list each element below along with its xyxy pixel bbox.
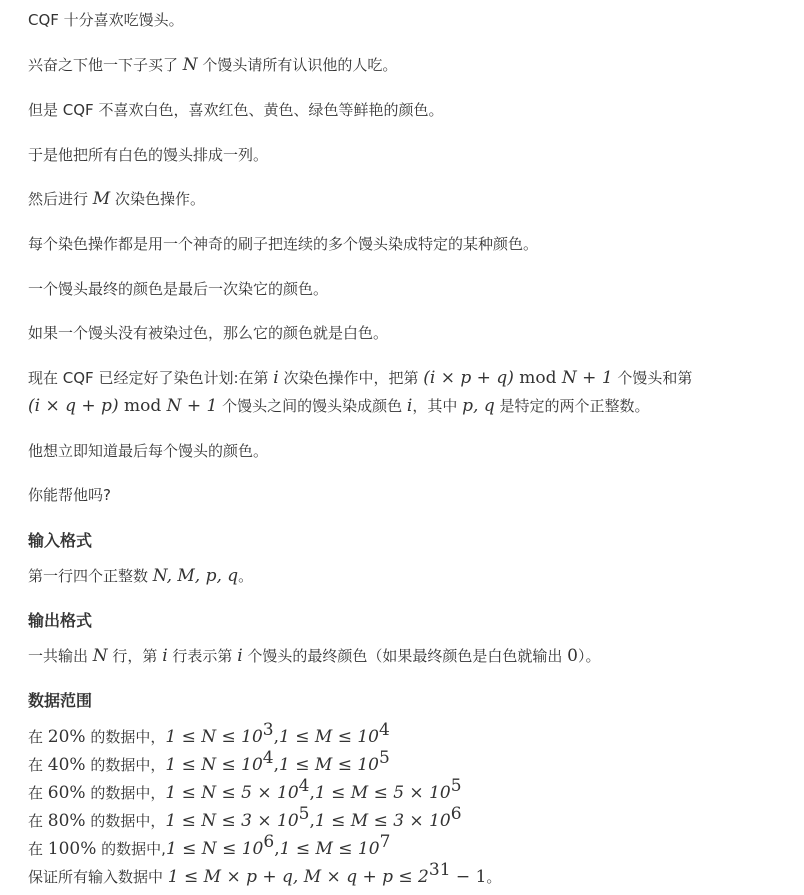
intro-line-2: 兴奋之下他一下子买了 N 个馒头请所有认识他的人吃。 [28, 55, 398, 75]
intro-line-6: 每个染色操作都是用一个神奇的刷子把连续的多个馒头染成特定的某种颜色。 [28, 235, 539, 253]
data-range-row: 在 20% 的数据中，$1 \le N \le 10^3,1 \le M \le 10^4$ [28, 720, 390, 747]
intro-line-11: 你能帮他吗? [28, 486, 111, 504]
data-range-row: 在 100% 的数据中$,1 \le N \le 10^6,1 \le M \le 10^7$ [28, 832, 391, 859]
data-range-heading: 数据范围 [28, 691, 93, 710]
output-format-text: 一共输出 N 行，第 i 行表示第 i 个馒头的最终颜色（如果最终颜色是白色就输出 0）。 [28, 646, 601, 666]
intro-line-9a: 现在 CQF 已经定好了染色计划:在第 i 次染色操作中，把第 (i × p + q) mod N + 1 个馒头和第 [28, 368, 693, 388]
intro-line-7: 一个馒头最终的颜色是最后一次染它的颜色。 [28, 280, 329, 298]
intro-line-1: CQF 十分喜欢吃馒头。 [28, 11, 184, 29]
intro-line-9b: (i × q + p) mod N + 1 个馒头之间的馒头染成颜色 i，其中 p, q 是特定的两个正整数。 [28, 396, 650, 416]
input-format-text: 第一行四个正整数 N, M, p, q。 [28, 566, 254, 586]
intro-line-10: 他想立即知道最后每个馒头的颜色。 [28, 442, 269, 460]
data-range-row: 在 40% 的数据中，$1 \le N \le 10^4,1 \le M \le 10^5$ [28, 748, 390, 775]
intro-line-8: 如果一个馒头没有被染过色，那么它的颜色就是白色。 [28, 324, 389, 342]
data-range-guarantee: 保证所有输入数据中 1 ≤ M × p + q, $M \times q + p \le 2^{31} - 1$。 [28, 860, 502, 887]
intro-line-3: 但是 CQF 不喜欢白色，喜欢红色、黄色、绿色等鲜艳的颜色。 [28, 101, 444, 119]
intro-line-4: 于是他把所有白色的馒头排成一列。 [28, 146, 269, 164]
data-range-list [28, 720, 502, 891]
data-range-row: 在 60% 的数据中，$1 \le N \le 5 \times 10^4,1 \le M \le 5 \times 10^5$ [28, 776, 462, 803]
intro-line-5: 然后进行 M 次染色操作。 [28, 189, 205, 209]
input-format-heading: 输入格式 [28, 531, 93, 550]
data-range-row: 在 80% 的数据中，$1 \le N \le 3 \times 10^5,1 \le M \le 3 \times 10^6$ [28, 804, 462, 831]
output-format-heading: 输出格式 [28, 611, 93, 630]
